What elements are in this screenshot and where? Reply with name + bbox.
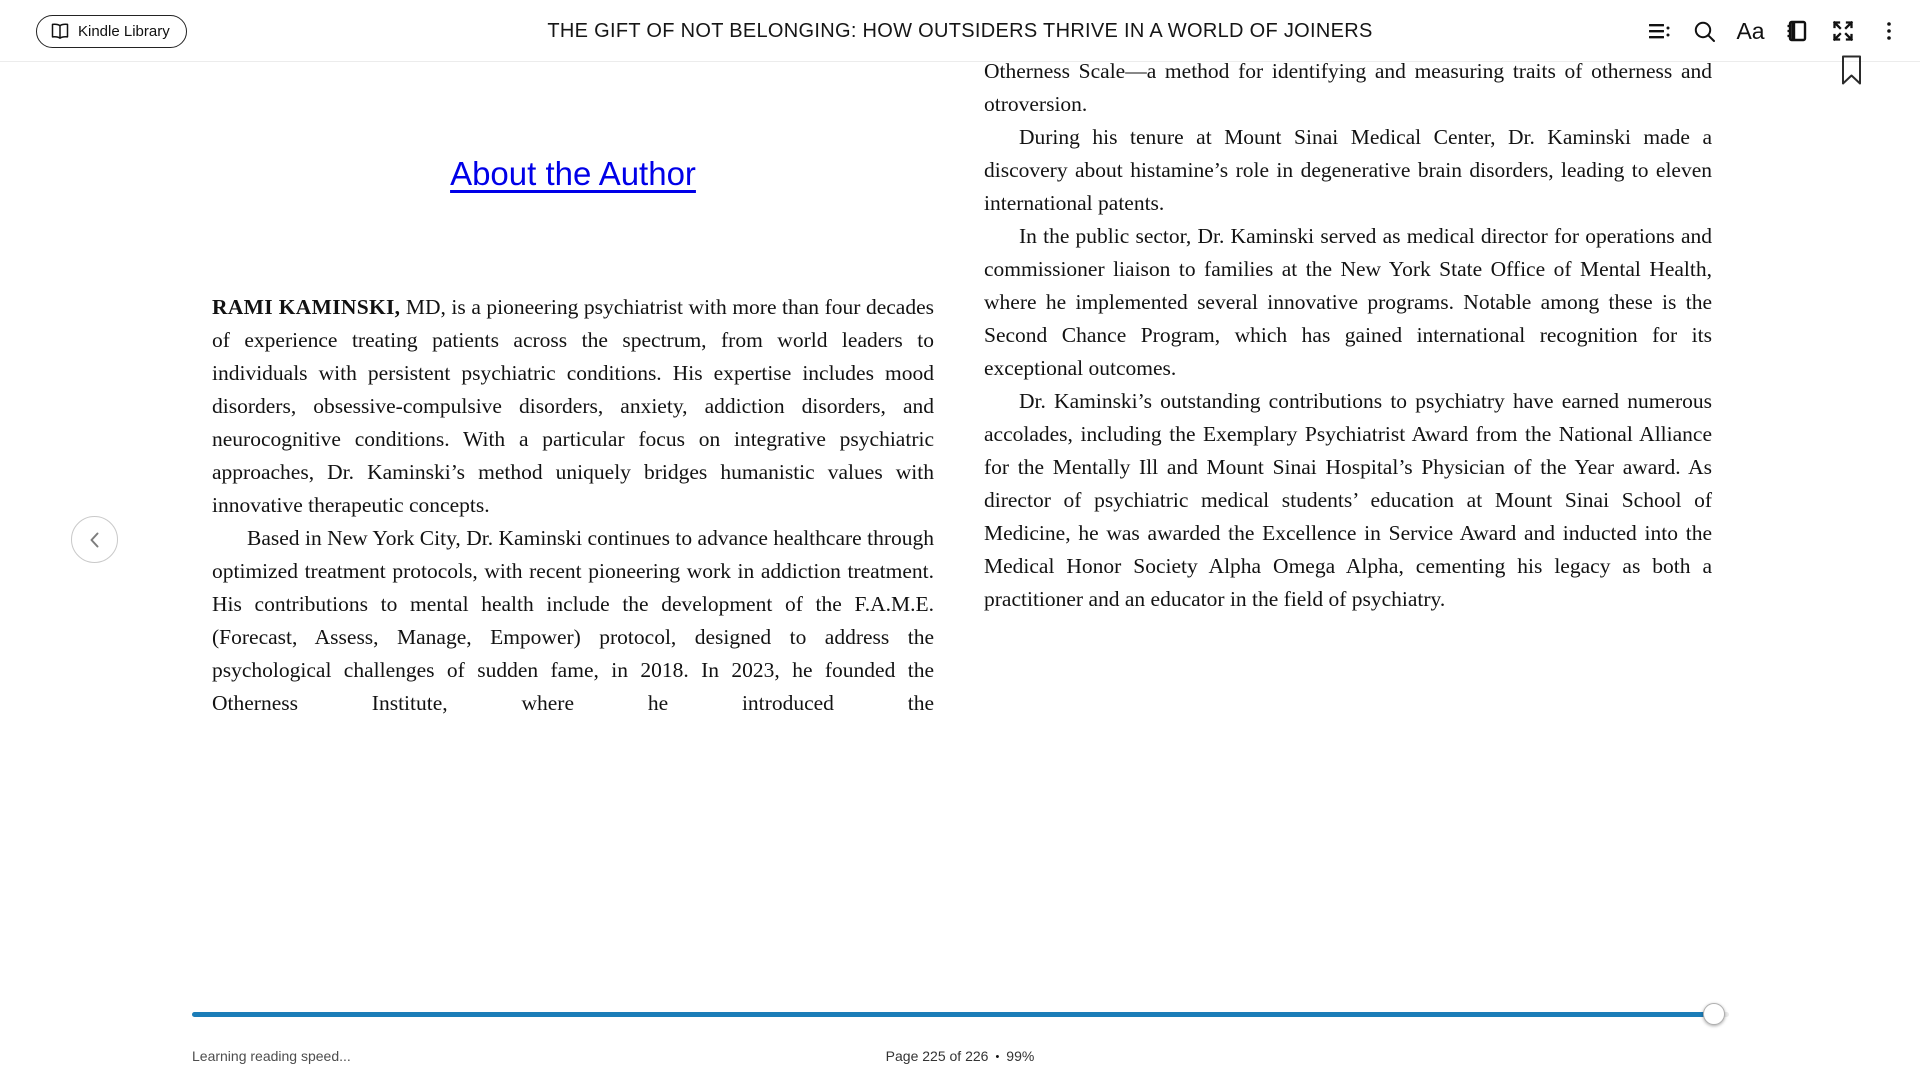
right-text-column xyxy=(984,55,1712,616)
font-settings-icon[interactable] xyxy=(1737,18,1764,45)
reading-progress-bar[interactable] xyxy=(192,1012,1729,1017)
paragraph: Otherness Scale—a method for identifying and measuring traits of otherness and otroversion. xyxy=(984,59,1712,116)
chevron-left-icon xyxy=(85,530,105,550)
paragraph: Dr. Kaminski’s outstanding contributions to psychiatry have earned numerous accolades, including the Exemplary Psychiatrist Award from the National Alliance for the Mentally Ill and Mount Sinai Hospital’s Physician of the Year award. As director of psychiatric medical students’ education at Mount Sinai School of Medicine, he was awarded the Excellence in Service Award and inducted into the Medical Honor Society Alpha Omega Alpha, cementing his legacy as both a practitioner and an educator in the field of psychiatry. xyxy=(984,389,1712,611)
paragraph-text: MD, is a pioneering psychiatrist with more than four decades of experience treating patients across the spectrum, from world leaders to individuals with persistent psychiatric conditions. His expertise includes mood disorders, obsessive-compulsive disorders, anxiety, addiction disorders, and neurocognitive conditions. With a particular focus on integrative psychiatric approaches, Dr. Kaminski’s method uniquely bridges humanistic values with innovative therapeutic concepts. xyxy=(212,295,934,517)
more-menu-icon[interactable] xyxy=(1875,18,1902,45)
page-position-info xyxy=(0,1048,1920,1064)
paragraph: During his tenure at Mount Sinai Medical Center, Dr. Kaminski made a discovery about histamine’s role in degenerative brain disorders, leading to eleven international patents. xyxy=(984,125,1712,215)
bullet-separator: • xyxy=(995,1051,1000,1063)
reading-speed-status: Learning reading speed... xyxy=(192,1048,351,1064)
paragraph: In the public sector, Dr. Kaminski served as medical director for operations and commissioner liaison to families at the New York State Office of Mental Health, where he implemented several innovative programs. Notable among these is the Second Chance Program, which has gained international recognition for its exceptional outcomes. xyxy=(984,224,1712,380)
toc-notes-icon[interactable] xyxy=(1645,18,1672,45)
book-title: THE GIFT OF NOT BELONGING: HOW OUTSIDERS THRIVE IN A WORLD OF JOINERS xyxy=(547,19,1373,42)
left-text-column xyxy=(212,291,934,720)
about-the-author-link[interactable]: About the Author xyxy=(450,155,696,192)
paragraph xyxy=(212,291,934,522)
page-layout-icon[interactable] xyxy=(1783,18,1810,45)
fullscreen-icon[interactable] xyxy=(1829,18,1856,45)
previous-page-button[interactable] xyxy=(71,516,118,563)
kindle-library-label: Kindle Library xyxy=(78,23,170,40)
progress-fill xyxy=(192,1012,1714,1017)
top-toolbar xyxy=(0,0,1920,62)
paragraph: Based in New York City, Dr. Kaminski continues to advance healthcare through optimized treatment protocols, with recent pioneering work in addiction treatment. His contributions to mental health include the development of the F.A.M.E. (Forecast, Assess, Manage, Empower) protocol, designed to address the psychological challenges of sudden fame, in 2018. In 2023, he founded the Otherness Institute, where he introduced the xyxy=(212,526,934,715)
chapter-heading xyxy=(212,155,934,193)
author-name-lead: RAMI KAMINSKI, xyxy=(212,295,401,319)
font-settings-label: Aa xyxy=(1736,17,1765,44)
kindle-library-button[interactable] xyxy=(36,15,187,48)
bookmark-icon[interactable] xyxy=(1841,55,1862,86)
toolbar-icons xyxy=(1645,0,1902,62)
search-icon[interactable] xyxy=(1691,18,1718,45)
page-number-label: Page 225 of 226 xyxy=(885,1048,989,1064)
progress-handle[interactable] xyxy=(1703,1003,1725,1025)
open-book-icon xyxy=(50,23,70,40)
percent-read-label: 99% xyxy=(1006,1048,1035,1064)
